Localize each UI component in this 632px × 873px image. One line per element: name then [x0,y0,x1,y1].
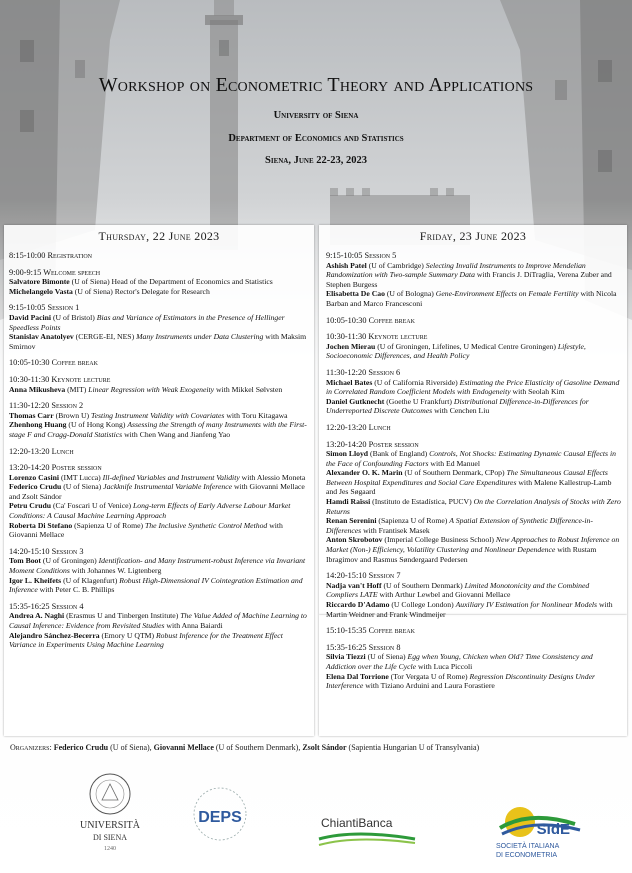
speaker-affiliation: (Imperial College Business School) [382,535,496,545]
side-logo [490,800,590,865]
session-heading: 15:35-16:25 Session 8 [326,642,401,652]
speaker-affiliation: (U College London) [389,600,456,609]
speaker-name: Roberta Di Stefano [9,520,73,530]
talk-title: Auxiliary IV Estimation for Nonlinear Models [455,600,598,609]
workshop-title: Workshop on Econometric Theory and Applications [98,74,534,96]
talk-entry [9,313,309,332]
talk-entry [9,287,309,297]
speaker-name: Zhenhong Huang [9,420,67,430]
organizer-name: Giovanni Mellace [153,743,214,752]
talk-entry [326,468,622,497]
talk-title: Long-term Effects of Early Adverse Labour Market Conditions: A Causal Machine Learning Approach [9,501,291,521]
talk-title: Selecting Invalid Instruments to Improve Mendelian Randomization with Two-sample Summary Data [326,260,586,280]
speaker-name: Elisabetta De Cao [326,289,385,299]
unisi-logo [70,770,150,860]
speaker-name: Simon Lloyd [326,449,369,459]
thursday-heading: Thursday, 22 June 2023 [98,229,220,243]
talk-title: Egg when Young, Chicken when Old? Time Consistency and Addiction over the Life Cycle [326,652,593,671]
talk-title: Controls, Not Shocks: Estimating Dynamic Causal Effects in the Face of Confounding Factors [326,449,616,468]
coauthors: with Johannes W. Ligtenberg [69,566,162,576]
speaker-affiliation: (Tor Vergata U of Rome) [388,671,470,681]
deps-logo [190,780,250,850]
speaker-name: Daniel Gutknecht [326,396,385,406]
talk-entry [326,449,622,468]
speaker-name: Nadja van't Hoff [326,580,382,590]
speaker-affiliation: (CERGE-EI, NES) [73,332,137,342]
coauthors: with Ed Manuel [428,458,480,468]
friday-heading: Friday, 23 June 2023 [419,229,527,243]
talk-entry [9,332,309,351]
speaker-affiliation: (U of Hong Kong) [66,420,128,430]
session-heading: 15:10-15:35 Coffee break [326,626,415,636]
coauthors: with Malene Kallestrup-Lamb and Jes Søgaard [326,477,612,497]
speaker-name: Thomas Carr [9,410,54,420]
speaker-name: Petru Crudu [9,501,52,511]
talk-title: Assessing the Strength of many Instruments with the First-stage F and Cragg-Donald Statistics [9,420,307,439]
speaker-affiliation: (Instituto de Estadística, PUCV) [370,497,474,507]
talk-title: Bias and Variance of Estimators in the Presence of Hellinger Speedless Points [9,312,285,332]
talk-entry [326,342,622,361]
talk-entry [326,289,622,308]
talk-entry [326,516,622,535]
coauthors: with Mikkel Sølvsten [214,384,283,394]
speaker-name: Silvia Tiezzi [326,652,366,662]
talk-entry [9,556,309,575]
coauthors: with Rustam Ibragimov and Rasmus Søndergaard Pedersen [326,545,597,564]
coauthors: with Giovanni Mellace [9,520,283,540]
speaker-name: Renan Serenini [326,516,377,526]
talk-entry [326,652,622,671]
coauthors: with Toru Kitagawa [224,410,288,420]
coauthors: with Nicola Barban and Marco Francesconi [326,289,617,308]
speaker-affiliation: (U of Southern Denmark, CPop) [402,468,507,478]
side-line1: SOCIETÀ ITALIANA [496,843,560,850]
speaker-name: Alejandro Sánchez-Becerra [9,630,100,640]
university-name: University of Siena [273,110,359,121]
coauthors: with Chen Wang and Jianfeng Yao [122,429,231,439]
session-heading: 14:20-15:10 Session 7 [326,571,401,581]
coauthors: with Martin Weidner and Frank Windmeijer [326,600,613,619]
organizer-affiliation: (U of Siena), [108,743,154,752]
chianti-text: ChiantiBanca [321,816,393,830]
talk-title: Ill-defined Variables and Instrument Validity [102,472,240,482]
speaker-affiliation: (U of Bologna) [384,289,436,299]
speaker-affiliation: (U of California Riverside) [372,377,460,387]
talk-entry [9,521,309,540]
speaker-affiliation: (Emory U QTM) [99,630,156,640]
session-heading: 10:05-10:30 Coffee break [9,358,98,368]
side-text: SIdE [536,821,570,838]
coauthors: with Alessio Moneta [239,472,306,482]
speaker-affiliation: (U of Groningen, Lifelines, U Medical Centre Groningen) [375,341,558,351]
talk-entry [326,581,622,600]
speaker-name: Salvatore Bimonte [9,277,70,287]
speaker-affiliation: (MIT) [65,384,89,394]
speaker-name: Elena Dal Torrione [326,671,389,681]
talk-entry [9,411,309,421]
speaker-affiliation: (U of Siena) [61,482,104,492]
talk-title: Jackknife Instrumental Variable Inference [103,482,233,492]
speaker-affiliation: (U of Siena) Head of the Department of Economics and Statistics [69,277,273,287]
speaker-name: Riccardo D'Adamo [326,600,390,609]
speaker-affiliation: (U of Siena) Rector's Delegate for Research [72,286,210,296]
speaker-affiliation: (Brown U) [53,410,92,420]
speaker-name: Andrea A. Naghi [9,611,65,621]
session-heading: 15:35-16:25 Session 4 [9,601,84,611]
speaker-affiliation: (Bank of England) [368,449,430,459]
session-heading: 8:15-10:00 Registration [9,251,93,260]
talk-title: The Simultaneous Causal Effects Between Hospital Expenditures and Social Care Expenditures [326,468,608,487]
talk-entry [9,385,309,395]
talk-title: Robust Inference for the Treatment Effect Variance in Experiments Using Machine Learning [9,630,283,650]
coauthors: with Frantisek Masek [361,525,430,535]
speaker-name: Tom Boot [9,556,41,566]
speaker-name: Federico Crudu [9,482,62,492]
speaker-name: Lorenzo Casini [9,472,60,482]
speaker-affiliation: (U of Siena) [365,652,408,662]
talk-title: Identification- and Many Instrument-robust Inference via Invariant Moment Conditions [9,556,306,576]
side-line2: DI ECONOMETRIA [496,852,558,859]
session-heading: 13:20-14:20 Poster session [9,463,102,473]
coauthors: with Maksim Smirnov [9,332,307,351]
talk-title: The Value Added of Machine Learning to Causal Inference: Evidence from Revisited Studies [9,611,307,630]
speaker-name: Alexander O. K. Marin [326,468,403,478]
talk-title: Lifestyle, Socioeconomic Differences, and Health Policy [326,341,586,361]
session-heading: 12:20-13:20 Lunch [9,446,74,456]
coauthors: with Giovanni Mellace and Zsolt Sándor [9,482,305,501]
coauthors: with Anna Baiardi [164,621,223,630]
speaker-name: Michelangelo Vasta [9,286,73,296]
talk-entry [9,631,309,650]
talk-entry [326,378,622,397]
speaker-affiliation: (U of Cambridge) [366,260,426,270]
coauthors: with Luca Piccoli [416,661,473,671]
talk-title: Testing Instrument Validity with Covariates [91,410,225,420]
organizer-affiliation: (Sapientia Hungarian U of Transylvania) [346,743,480,752]
workshop-dates: Siena, June 22-23, 2023 [265,155,367,166]
talk-entry [9,611,309,630]
talk-title: Estimating the Price Elasticity of Gasoline Demand in Correlated Random Coefficient Models with Endogeneity [326,377,620,397]
talk-entry [326,397,622,416]
speaker-name: David Pacini [9,312,52,322]
talk-title: Gene-Environment Effects on Female Fertility [435,289,579,299]
speaker-affiliation: (U of Bristol) [51,312,97,322]
organizer-name: Zsolt Sándor [302,743,347,752]
session-heading: 9:15-10:05 Session 1 [9,303,80,313]
coauthors: with Peter C. B. Phillips [37,585,115,595]
session-heading: 10:30-11:30 Keynote lecture [9,374,111,384]
speaker-affiliation: (U of Groningen) [40,556,99,566]
session-heading: 14:20-15:10 Session 3 [9,546,84,556]
organizer-name: Federico Crudu [53,743,109,752]
chiantibanca-logo [315,805,425,855]
talk-entry [326,672,622,691]
talk-title: Many Instruments under Data Clustering [136,332,264,342]
organizers-line: Organizers: Federico Crudu (U of Siena), Giovanni Mellace (U of Southern Denmark), Zsolt Sándor (Sapientia Hungarian U of Transylvania) [10,743,480,752]
speaker-affiliation: (U of Klagenfurt) [61,575,120,585]
talk-entry [9,277,309,287]
talk-entry [326,261,622,290]
speaker-affiliation: (Goethe U Frankfurt) [384,396,454,406]
talk-entry [326,535,622,564]
coauthors: with Francis J. DiTraglia, Verena Zuber and Stephen Burgess [326,270,612,289]
organizer-affiliation: (U of Southern Denmark), [213,743,303,752]
deps-text: DEPS [198,809,242,826]
talk-title: Distributional Difference-in-Differences for Underreported Discrete Outcomes [326,396,589,416]
talk-title: A Spatial Extension of Synthetic Difference-in-Differences [326,516,593,535]
speaker-name: Hamdi Raïssi [326,497,371,507]
coauthors: with Arthur Lewbel and Giovanni Mellace [377,590,511,600]
session-heading: 9:00-9:15 Welcome speech [9,267,101,277]
talk-title: Regression Discontinuity Designs Under Interference [326,671,596,691]
organizers-label: Organizers [10,743,50,752]
friday-schedule [326,251,622,691]
speaker-affiliation: (Ca' Foscari U of Venice) [51,501,134,511]
speaker-name: Igor L. Kheifets [9,575,62,585]
unisi-line2: DI SIENA [93,833,127,842]
talk-entry [326,600,622,619]
unisi-year: 1240 [104,846,116,852]
talk-title: Limited Monotonicity and the Combined Compliers LATE [326,580,590,600]
speaker-name: Michael Bates [326,377,373,387]
session-heading: 11:30-12:20 Session 6 [326,367,401,377]
speaker-name: Anna Mikusheva [9,384,66,394]
department-name: Department of Economics and Statistics [228,133,404,144]
talk-entry [9,473,309,483]
thursday-schedule [9,251,309,650]
talk-entry [9,420,309,439]
talk-title: New Approaches to Robust Inference on Market (Non-) Efficiency, Volatility Clustering and Nonlinear Dependence [326,535,620,555]
speaker-affiliation: (Sapienza U of Rome) [376,516,450,526]
session-heading: 11:30-12:20 Session 2 [9,401,84,411]
session-heading: 10:30-11:30 Keynote lecture [326,332,428,342]
session-heading: 12:20-13:20 Lunch [326,422,391,432]
coauthors: with Seolah Kim [510,387,565,397]
unisi-line1: UNIVERSITÀ [80,820,140,831]
talk-entry [9,501,309,520]
coauthors: with Tiziano Arduini and Laura Forastiere [363,681,495,691]
talk-title: On the Correlation Analysis of Stocks with Zero Returns [326,497,621,516]
speaker-affiliation: (Erasmus U and Tinbergen Institute) [64,611,181,621]
coauthors: with Cenchen Liu [432,406,490,416]
talk-title: The Inclusive Synthetic Control Method [145,520,268,530]
speaker-name: Anton Skrobotov [326,535,383,545]
session-heading: 13:20-14:20 Poster session [326,439,419,449]
speaker-affiliation: (IMT Lucca) [59,472,103,482]
talk-entry [9,482,309,501]
talk-entry [9,576,309,595]
session-heading: 10:05-10:30 Coffee break [326,315,415,325]
talk-title: Robust High-Dimensional IV Cointegration Estimation and Inference [9,575,303,595]
talk-entry [326,497,622,516]
speaker-name: Stanislav Anatolyev [9,332,74,342]
speaker-name: Jochen Mierau [326,341,376,351]
session-heading: 9:15-10:05 Session 5 [326,251,397,260]
talk-title: Linear Regression with Weak Exogeneity [88,384,215,394]
speaker-name: Ashish Patel [326,260,367,270]
speaker-affiliation: (Sapienza U of Rome) [72,520,145,530]
speaker-affiliation: (U of Southern Denmark) [381,580,465,590]
